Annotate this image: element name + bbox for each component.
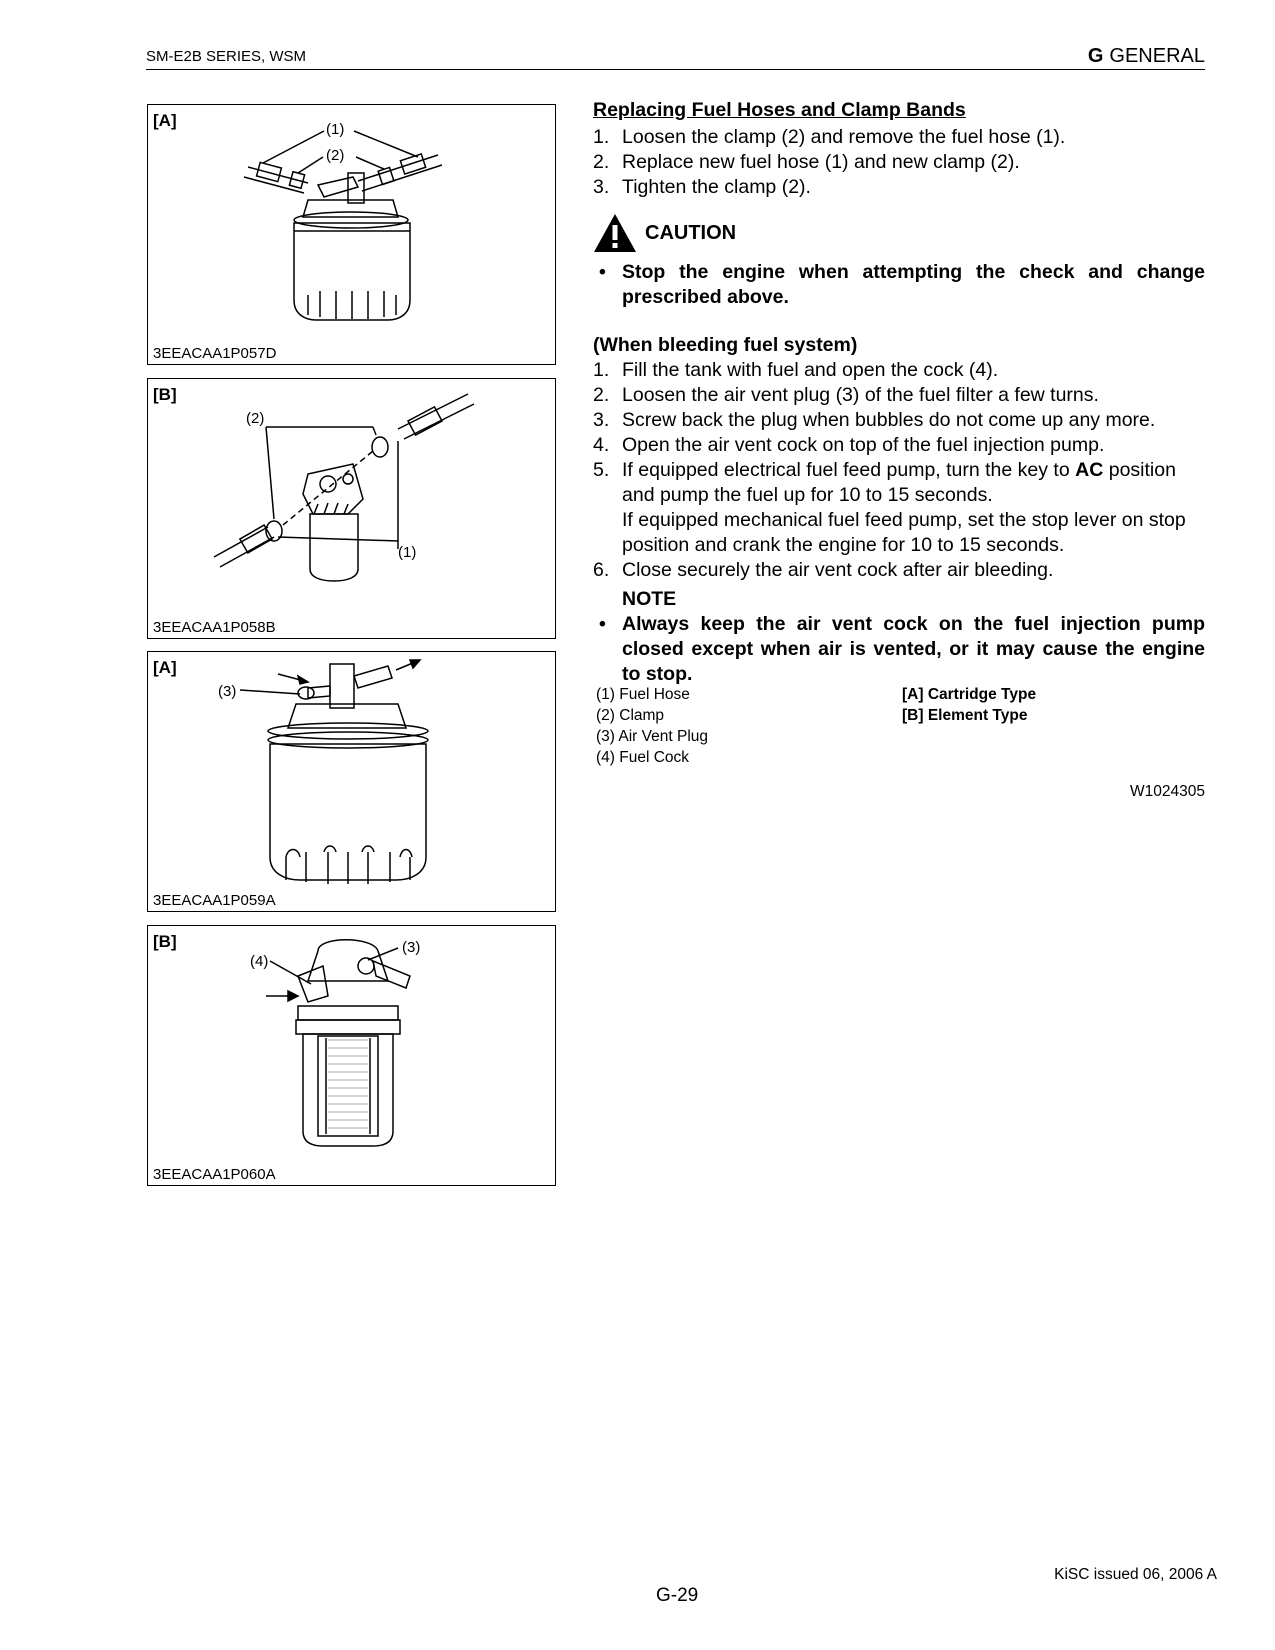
legend-item: (3) Air Vent Plug <box>596 728 709 745</box>
figure-cartridge-air-vent <box>147 651 556 912</box>
section-letter: G <box>1087 45 1104 67</box>
callout-label: (4) <box>250 953 269 970</box>
bleeding-section <box>593 333 1205 687</box>
figure-tag: [B] <box>153 385 177 404</box>
caution-body: Stop the engine when attempting the check and change prescribed above. <box>622 261 1205 308</box>
figure-code: 3EEACAA1P057D <box>153 345 277 362</box>
step-text: Screw back the plug when bubbles do not come up any more. <box>622 409 1156 431</box>
element-cock-illustration <box>148 926 555 1185</box>
warning-triangle-icon <box>593 213 637 253</box>
step-item <box>593 358 1205 383</box>
step-number: 3. <box>593 176 610 198</box>
bleeding-steps <box>593 358 1205 583</box>
replacing-section <box>593 98 1205 200</box>
figure-code: 3EEACAA1P059A <box>153 892 276 909</box>
figure-element-cock <box>147 925 556 1186</box>
step-number: 2. <box>593 151 610 173</box>
step-text: Tighten the clamp (2). <box>622 176 811 198</box>
step-number: 3. <box>593 409 610 431</box>
replacing-steps <box>593 125 1205 200</box>
step-item <box>593 150 1205 175</box>
caution-label: CAUTION <box>645 221 737 244</box>
callout-label: (2) <box>326 147 345 164</box>
step-number: 1. <box>593 126 610 148</box>
header-section <box>1088 45 1205 68</box>
note-label: NOTE <box>622 588 677 610</box>
step-text: Close securely the air vent cock after air bleeding. <box>622 559 1054 581</box>
bullet: • <box>599 613 606 635</box>
figure-tag: [A] <box>153 111 177 130</box>
callout-label: (1) <box>326 121 345 138</box>
step-text: Loosen the air vent plug (3) of the fuel filter a few turns. <box>622 384 1099 406</box>
step-item <box>593 458 1205 558</box>
step-text: position and pump the fuel up for 10 to 15 seconds. <box>622 459 1176 506</box>
figure-tag: [B] <box>153 932 177 951</box>
header-rule <box>146 69 1205 70</box>
legend-item: [A] Cartridge Type <box>902 686 1037 703</box>
header-manual-title: SM-E2B SERIES, WSM <box>146 48 307 65</box>
note-body: Always keep the air vent cock on the fuel injection pump closed except when air is vented, or it may cause the engine to stop. <box>622 613 1205 685</box>
legend-item: (1) Fuel Hose <box>596 686 690 703</box>
caution-header <box>593 212 1205 254</box>
page-number: G-29 <box>656 1585 699 1606</box>
callout-label: (2) <box>246 410 265 427</box>
figure-code: 3EEACAA1P060A <box>153 1166 276 1183</box>
legend-item: (2) Clamp <box>596 707 665 724</box>
step-number: 5. <box>593 459 610 481</box>
bullet: • <box>599 261 606 283</box>
step-number: 4. <box>593 434 610 456</box>
element-hoses-illustration <box>148 379 555 638</box>
document-id: W1024305 <box>1130 783 1205 800</box>
footer-issue: KiSC issued 06, 2006 A <box>1054 1566 1217 1583</box>
step-text: Replace new fuel hose (1) and new clamp (2). <box>622 151 1020 173</box>
step-number: 2. <box>593 384 610 406</box>
step-text: If equipped mechanical fuel feed pump, set the stop lever on stop position and crank the engine for 10 to 15 seconds. <box>622 509 1186 556</box>
step-item <box>593 175 1205 200</box>
step-item <box>593 408 1205 433</box>
legend-item: (4) Fuel Cock <box>596 749 690 766</box>
figure-tag: [A] <box>153 658 177 677</box>
section-name: GENERAL <box>1109 45 1205 67</box>
callout-label: (3) <box>218 683 237 700</box>
figure-cartridge-hoses <box>147 104 556 365</box>
legend-right <box>902 684 1036 726</box>
step-item <box>593 558 1205 583</box>
step-text: Open the air vent cock on top of the fuel injection pump. <box>622 434 1105 456</box>
step-item <box>593 125 1205 150</box>
legend-item: [B] Element Type <box>902 707 1028 724</box>
cartridge-hoses-illustration <box>148 105 555 364</box>
cartridge-air-vent-illustration <box>148 652 555 911</box>
bleeding-title: (When bleeding fuel system) <box>593 334 858 356</box>
step-number: 6. <box>593 559 610 581</box>
step-item <box>593 383 1205 408</box>
step-item <box>593 433 1205 458</box>
note-text <box>593 612 1205 687</box>
callout-label: (1) <box>398 544 417 561</box>
caution-block <box>593 212 1205 310</box>
step-number: 1. <box>593 359 610 381</box>
figure-element-hoses <box>147 378 556 639</box>
step-text: Fill the tank with fuel and open the cock (4). <box>622 359 999 381</box>
legend-left <box>596 684 708 768</box>
caution-text <box>593 260 1205 310</box>
callout-label: (3) <box>402 939 421 956</box>
step-text: Loosen the clamp (2) and remove the fuel hose (1). <box>622 126 1066 148</box>
section-title: Replacing Fuel Hoses and Clamp Bands <box>593 99 966 121</box>
step-text: If equipped electrical fuel feed pump, turn the key to <box>622 459 1070 481</box>
figure-code: 3EEACAA1P058B <box>153 619 276 636</box>
step-key-position: AC <box>1075 459 1104 481</box>
